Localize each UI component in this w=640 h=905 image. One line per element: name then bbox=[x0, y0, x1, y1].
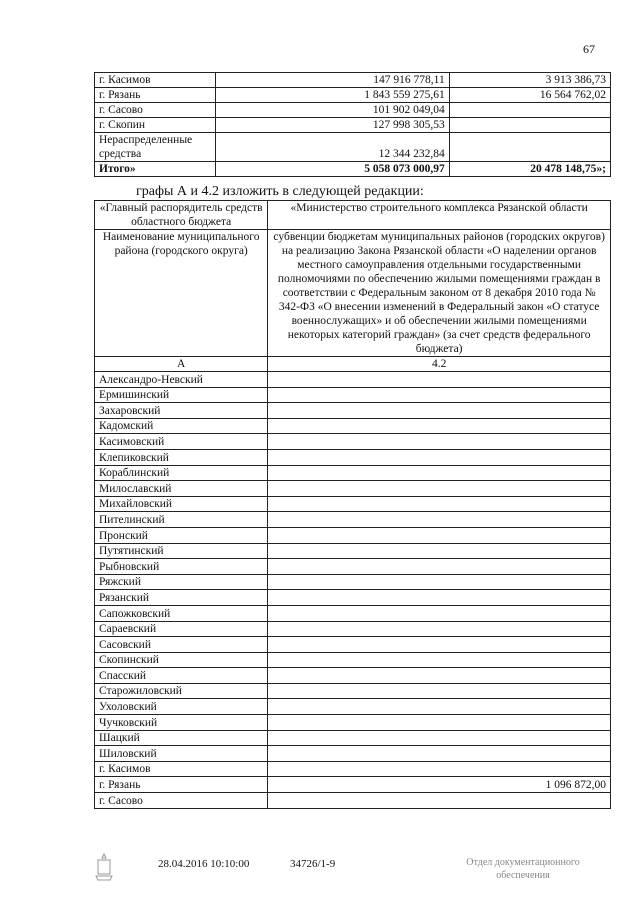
district-value bbox=[268, 449, 611, 465]
district-value bbox=[268, 574, 611, 590]
district-value bbox=[268, 668, 611, 684]
district-value bbox=[268, 621, 611, 637]
district-value bbox=[268, 715, 611, 731]
district-name: Старожиловский bbox=[95, 683, 268, 699]
district-name: Захаровский bbox=[95, 403, 268, 419]
row-value-2 bbox=[449, 103, 610, 118]
district-value bbox=[268, 481, 611, 497]
table-row bbox=[95, 574, 611, 590]
district-value bbox=[268, 512, 611, 528]
district-value bbox=[268, 418, 611, 434]
header-row-1 bbox=[95, 201, 611, 230]
district-name: Сараевский bbox=[95, 621, 268, 637]
district-name: Касимовский bbox=[95, 434, 268, 450]
table-row bbox=[95, 730, 611, 746]
table-row bbox=[95, 761, 611, 777]
total-value-1: 5 058 073 000,97 bbox=[215, 162, 449, 177]
row-value-2 bbox=[449, 133, 610, 162]
row-value-1: 127 998 305,53 bbox=[215, 118, 449, 133]
header-b3: 4.2 bbox=[268, 357, 611, 372]
row-name: Нераспределенные средства bbox=[95, 133, 216, 162]
page-number: 67 bbox=[583, 42, 595, 56]
district-value bbox=[268, 699, 611, 715]
district-value bbox=[268, 746, 611, 762]
district-name: Клепиковский bbox=[95, 449, 268, 465]
header-a2: Наименование муниципального района (городского округа) bbox=[95, 230, 268, 357]
district-name: г. Касимов bbox=[95, 761, 268, 777]
district-name: Ряжский bbox=[95, 574, 268, 590]
total-label: Итого» bbox=[95, 162, 216, 177]
district-value bbox=[268, 387, 611, 403]
district-value: 1 096 872,00 bbox=[268, 777, 611, 793]
district-name: Михайловский bbox=[95, 496, 268, 512]
district-name: Александро-Невский bbox=[95, 372, 268, 388]
table-row bbox=[95, 387, 611, 403]
header-a1: «Главный распорядитель средств областного бюджета bbox=[95, 201, 268, 230]
district-value bbox=[268, 637, 611, 653]
district-name: Сапожковский bbox=[95, 605, 268, 621]
row-value-1: 147 916 778,11 bbox=[215, 73, 449, 88]
top-table-row bbox=[95, 103, 611, 118]
district-name: Скопинский bbox=[95, 652, 268, 668]
row-name: г. Сасово bbox=[95, 103, 216, 118]
row-value-1: 12 344 232,84 bbox=[215, 133, 449, 162]
district-value bbox=[268, 403, 611, 419]
district-name: Рязанский bbox=[95, 590, 268, 606]
table-row bbox=[95, 590, 611, 606]
table-row bbox=[95, 605, 611, 621]
district-value bbox=[268, 730, 611, 746]
table-row bbox=[95, 559, 611, 575]
district-value bbox=[268, 496, 611, 512]
top-table-row bbox=[95, 88, 611, 103]
district-name: Рыбновский bbox=[95, 559, 268, 575]
main-table bbox=[94, 200, 611, 809]
row-value-2: 3 913 386,73 bbox=[449, 73, 610, 88]
top-table-row bbox=[95, 118, 611, 133]
header-row-2 bbox=[95, 230, 611, 357]
district-value bbox=[268, 434, 611, 450]
table-row bbox=[95, 403, 611, 419]
header-row-3 bbox=[95, 357, 611, 372]
row-value-2: 16 564 762,02 bbox=[449, 88, 610, 103]
district-name: Спасский bbox=[95, 668, 268, 684]
table-row bbox=[95, 652, 611, 668]
table-row bbox=[95, 434, 611, 450]
district-name: Кадомский bbox=[95, 418, 268, 434]
top-table-total-row bbox=[95, 162, 611, 177]
district-value bbox=[268, 683, 611, 699]
district-name: г. Рязань bbox=[95, 777, 268, 793]
table-row bbox=[95, 699, 611, 715]
row-value-2 bbox=[449, 118, 610, 133]
district-name: Пронский bbox=[95, 527, 268, 543]
district-value bbox=[268, 590, 611, 606]
district-name: Сасовский bbox=[95, 637, 268, 653]
district-name: Ухоловский bbox=[95, 699, 268, 715]
district-name: Шиловский bbox=[95, 746, 268, 762]
district-name: Ермишинский bbox=[95, 387, 268, 403]
district-value bbox=[268, 372, 611, 388]
district-value bbox=[268, 761, 611, 777]
district-value bbox=[268, 652, 611, 668]
district-value bbox=[268, 543, 611, 559]
table-row bbox=[95, 746, 611, 762]
emblem-icon bbox=[94, 852, 114, 887]
row-name: г. Рязань bbox=[95, 88, 216, 103]
table-row bbox=[95, 621, 611, 637]
row-name: г. Касимов bbox=[95, 73, 216, 88]
row-name: г. Скопин bbox=[95, 118, 216, 133]
district-name: Милославский bbox=[95, 481, 268, 497]
table-row bbox=[95, 449, 611, 465]
header-b1: «Министерство строительного комплекса Рязанской области bbox=[268, 201, 611, 230]
table-row bbox=[95, 793, 611, 809]
instruction-text: графы А и 4.2 изложить в следующей редакции: bbox=[136, 184, 424, 199]
header-a3: А bbox=[95, 357, 268, 372]
table-row bbox=[95, 777, 611, 793]
district-value bbox=[268, 465, 611, 481]
district-name: Шацкий bbox=[95, 730, 268, 746]
table-row bbox=[95, 418, 611, 434]
district-name: Чучковский bbox=[95, 715, 268, 731]
district-name: Кораблинский bbox=[95, 465, 268, 481]
district-name: г. Сасово bbox=[95, 793, 268, 809]
district-value bbox=[268, 605, 611, 621]
district-value bbox=[268, 527, 611, 543]
row-value-1: 101 902 049,04 bbox=[215, 103, 449, 118]
footer-doc-id: 34726/1-9 bbox=[290, 858, 336, 870]
table-row bbox=[95, 683, 611, 699]
top-table-row bbox=[95, 73, 611, 88]
header-b2: субвенции бюджетам муниципальных районов (городских округов) на реализацию Закона Рязанской области «О наделении органов местного самоуправления отдельными государственными полномочиями по обеспечению жилыми помещениями граждан в соответствии с Федеральным законом от 8 декабря 2010 года № 342-ФЗ «О внесении изменений в Федеральный закон «О статусе военнослужащих» и об обеспечении жилыми помещениями некоторых категорий граждан» (за счет средств федерального бюджета) bbox=[268, 230, 611, 357]
table-row bbox=[95, 527, 611, 543]
district-value bbox=[268, 793, 611, 809]
footer-datetime: 28.04.2016 10:10:00 bbox=[158, 858, 250, 870]
table-row bbox=[95, 512, 611, 528]
footer-dept: Отдел документационного обеспечения bbox=[466, 857, 580, 881]
table-row bbox=[95, 715, 611, 731]
table-row bbox=[95, 481, 611, 497]
table-row bbox=[95, 543, 611, 559]
table-row bbox=[95, 372, 611, 388]
district-value bbox=[268, 559, 611, 575]
table-row bbox=[95, 496, 611, 512]
district-name: Пителинский bbox=[95, 512, 268, 528]
top-table-row bbox=[95, 133, 611, 162]
top-table bbox=[94, 72, 611, 177]
row-value-1: 1 843 559 275,61 bbox=[215, 88, 449, 103]
table-row bbox=[95, 668, 611, 684]
district-name: Путятинский bbox=[95, 543, 268, 559]
table-row bbox=[95, 465, 611, 481]
table-row bbox=[95, 637, 611, 653]
total-value-2: 20 478 148,75»; bbox=[449, 162, 610, 177]
